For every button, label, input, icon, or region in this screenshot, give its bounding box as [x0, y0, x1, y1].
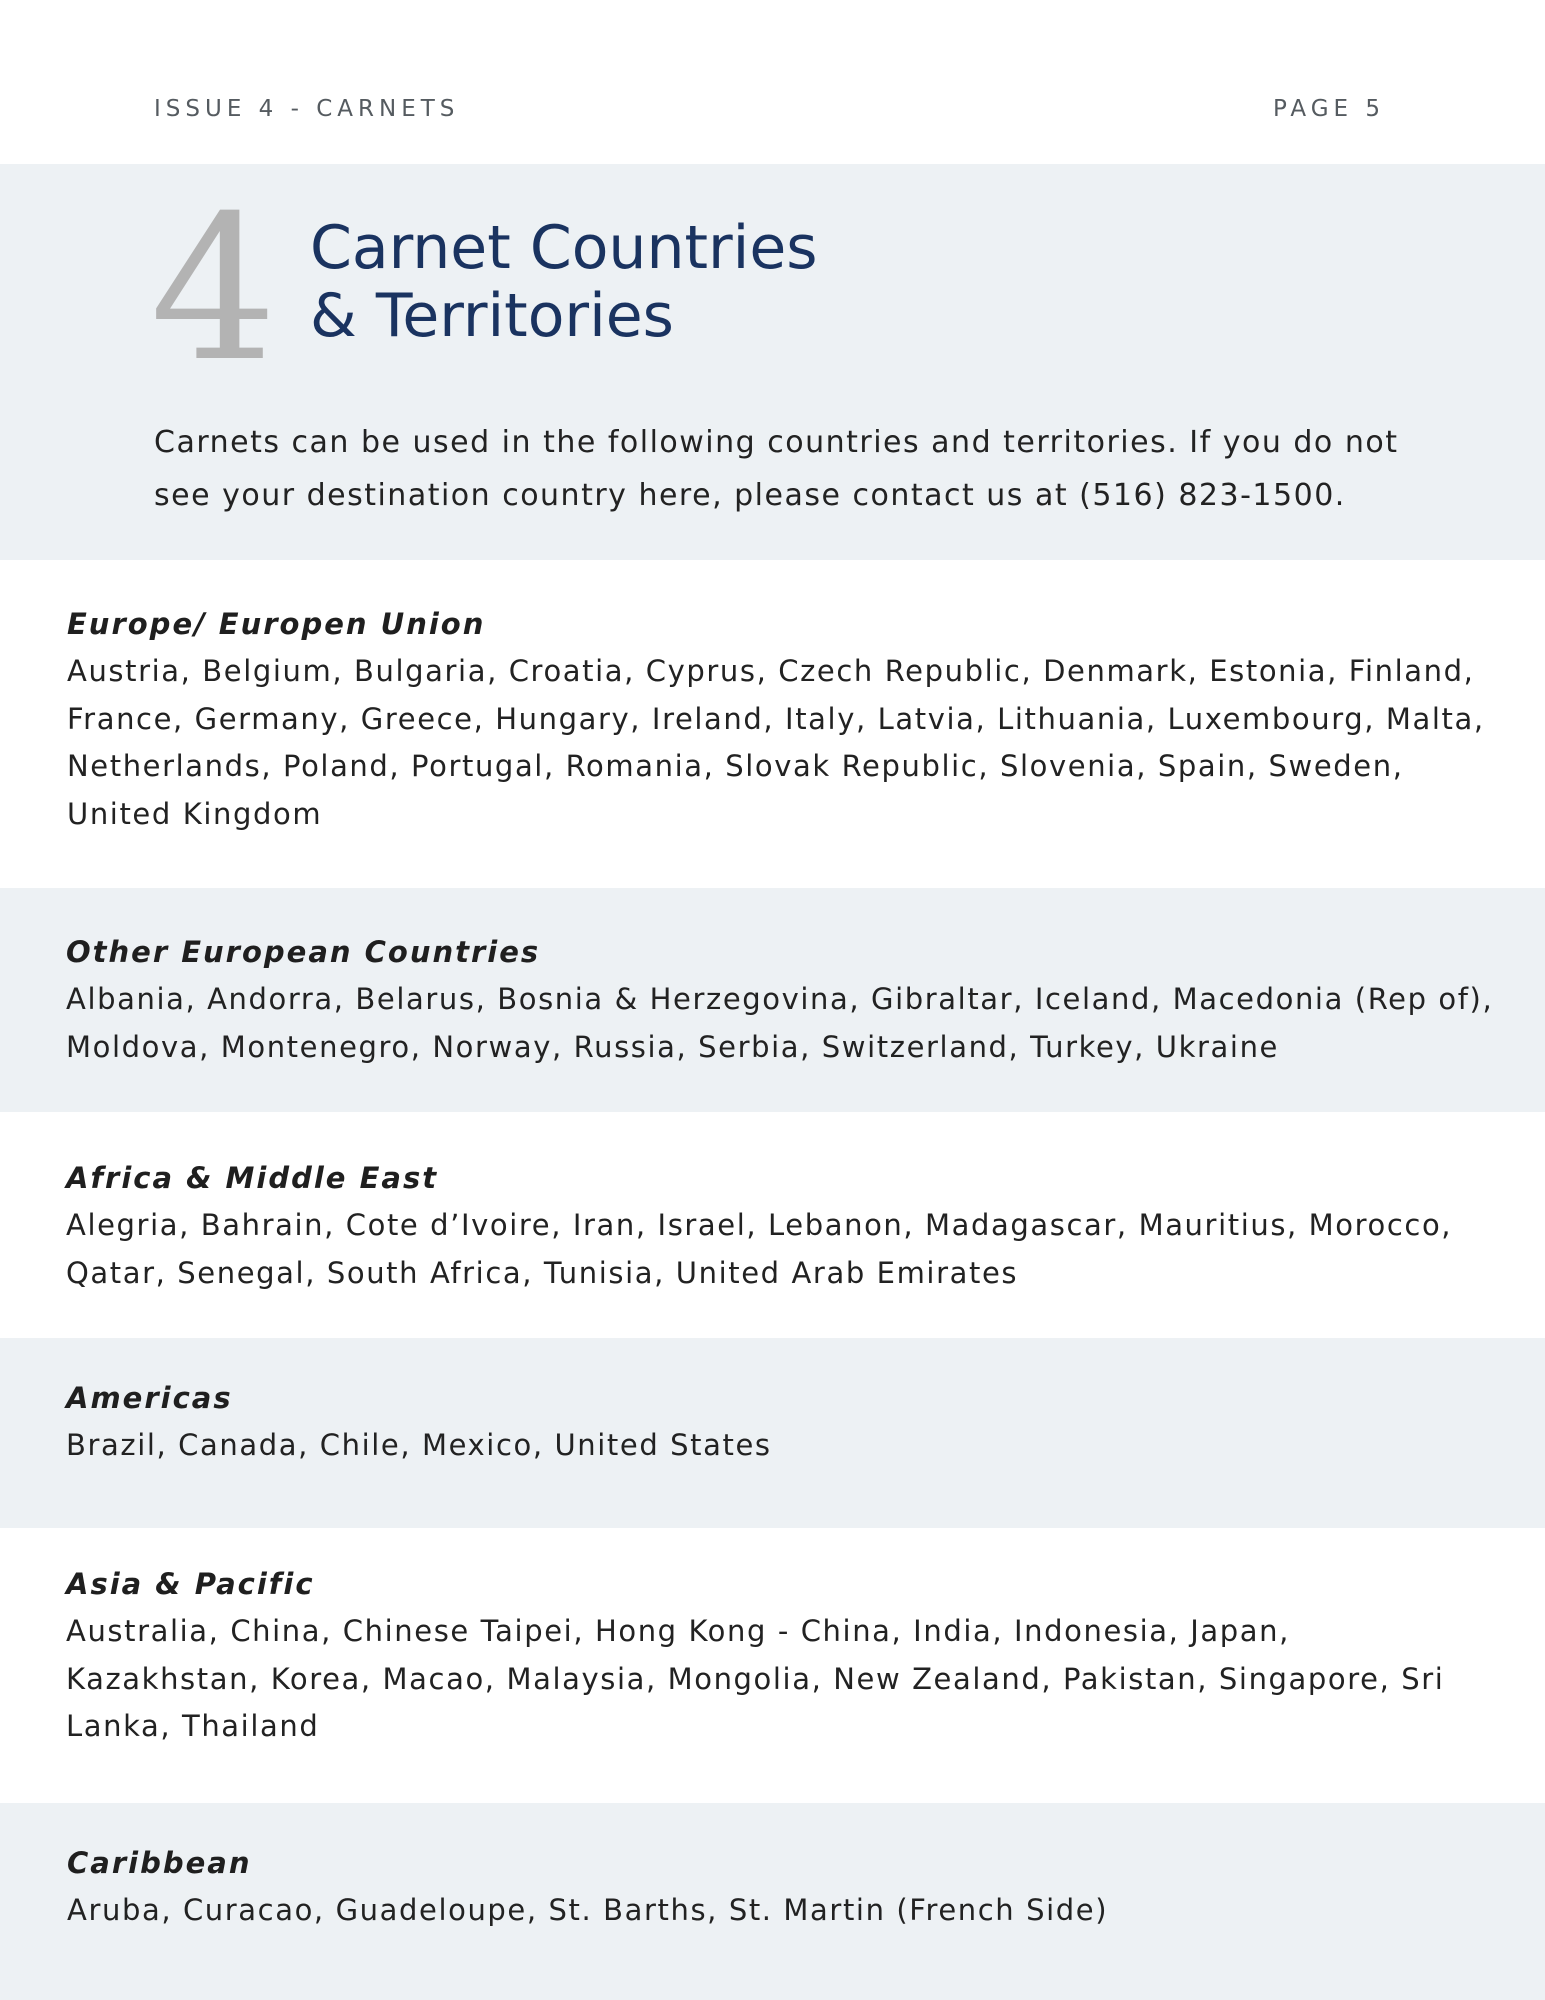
- chapter-number: 4: [150, 173, 278, 406]
- intro-text: Carnets can be used in the following countries and territories. If you do not see your destination country here, please contact us at (516) 823-1500.: [154, 425, 1399, 513]
- region-europe-eu: [0, 560, 1545, 888]
- region-asia-pacific: [0, 1528, 1545, 1803]
- region-title: Europe/ Europen Union: [67, 607, 486, 641]
- region-title: Africa & Middle East: [66, 1161, 439, 1195]
- region-title: Caribbean: [67, 1846, 252, 1880]
- page-number: PAGE 5: [1272, 96, 1385, 122]
- chapter-title-line1: Carnet Countries: [310, 213, 818, 283]
- region-caribbean: [0, 1803, 1545, 2000]
- region-title: Americas: [66, 1381, 233, 1415]
- region-countries: Austria, Belgium, Bulgaria, Croatia, Cyprus, Czech Republic, Denmark, Estonia, Finland, France, Germany, Greece, Hungary, Ireland, Italy, Latvia, Lithuania, Luxembourg, Malta, Netherlands, Poland, Portugal, Romania, Slovak Republic, Slovenia, Spain, Sweden, United Kingdom: [67, 654, 1485, 831]
- region-title: Other European Countries: [66, 935, 541, 969]
- chapter-title: [310, 214, 818, 350]
- region-title: Asia & Pacific: [66, 1567, 315, 1601]
- region-africa-middle-east: [0, 1112, 1545, 1338]
- region-countries: Alegria, Bahrain, Cote d’Ivoire, Iran, Israel, Lebanon, Madagascar, Mauritius, Morocco, Qatar, Senegal, South Africa, Tunisia, United Arab Emirates: [66, 1208, 1453, 1290]
- region-americas: [0, 1338, 1545, 1528]
- region-other-europe: [0, 888, 1545, 1112]
- chapter-title-line2: & Territories: [310, 281, 674, 351]
- region-countries: Brazil, Canada, Chile, Mexico, United States: [66, 1428, 772, 1462]
- region-countries: Australia, China, Chinese Taipei, Hong Kong - China, India, Indonesia, Japan, Kazakhstan, Korea, Macao, Malaysia, Mongolia, New Zealand, Pakistan, Singapore, Sri Lanka, Thailand: [66, 1614, 1445, 1743]
- page-header: [0, 0, 1545, 164]
- region-countries: Albania, Andorra, Belarus, Bosnia & Herzegovina, Gibraltar, Iceland, Macedonia (Rep of), Moldova, Montenegro, Norway, Russia, Serbia, Switzerland, Turkey, Ukraine: [66, 982, 1494, 1064]
- issue-label: ISSUE 4 - CARNETS: [154, 96, 460, 122]
- region-countries: Aruba, Curacao, Guadeloupe, St. Barths, St. Martin (French Side): [67, 1893, 1109, 1927]
